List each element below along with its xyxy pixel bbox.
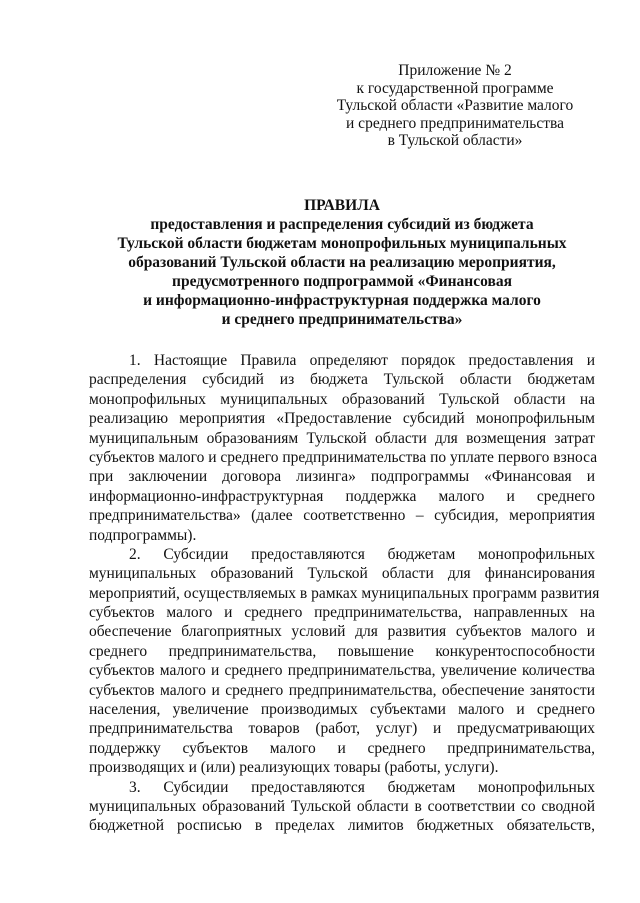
paragraph-line: информационно-инфраструктурная поддержка малого и среднего: [89, 487, 595, 505]
paragraph-line: предпринимательства» (далее соответственно – субсидия, мероприятия: [89, 507, 595, 525]
paragraph-1: [89, 351, 598, 545]
paragraph-line: субъектов малого и среднего предпринимательства, обеспечение занятости: [89, 681, 595, 699]
title-subtitle-line: предоставления и распределения субсидий из бюджета: [150, 216, 534, 233]
title-subtitle-line: Тульской области бюджетам монопрофильных муниципальных: [117, 235, 567, 252]
document-title: [60, 196, 624, 329]
paragraph-line: субъектов малого и среднего предпринимательства, увеличение количества: [89, 662, 595, 680]
title-subtitle-line: образований Тульской области на реализацию мероприятия,: [128, 254, 556, 271]
paragraph-line: реализацию мероприятия «Предоставление субсидий монопрофильным: [89, 410, 595, 428]
paragraph-line: муниципальных образований Тульской области для финансирования: [89, 565, 595, 583]
paragraph-line: обеспечение благоприятных условий для развития субъектов малого и: [89, 623, 595, 641]
paragraph-line: 3. Субсидии предоставляются бюджетам монопрофильных: [129, 778, 595, 796]
paragraph-line: поддержку субъектов малого и среднего предпринимательства,: [89, 739, 595, 757]
paragraph-line: производящих и (или) реализующих товары (работы, услуги).: [89, 759, 499, 777]
paragraph-line: населения, увеличение производимых субъектами малого и среднего: [89, 701, 595, 719]
paragraph-line: субъектов малого и среднего предпринимательства, направленных на: [89, 604, 595, 622]
paragraph-2: [89, 545, 600, 778]
paragraph-line: муниципальных образований Тульской области в соответствии со сводной: [89, 797, 595, 815]
title-subtitle-line: предусмотренного подпрограммой «Финансовая: [172, 273, 512, 290]
annex-line: и среднего предпринимательства: [346, 114, 564, 132]
paragraph-line: среднего предпринимательства, повышение конкурентоспособности: [89, 642, 595, 660]
paragraph-line: 1. Настоящие Правила определяют порядок предоставления и: [129, 352, 595, 369]
document-body: [89, 351, 600, 836]
paragraph-line: монопрофильных муниципальных образований Тульской области на: [89, 390, 595, 408]
paragraph-line: муниципальным образованиям Тульской области для возмещения затрат: [89, 429, 595, 447]
annex-line: Тульской области «Развитие малого: [336, 97, 574, 114]
paragraph-line: подпрограммы).: [89, 526, 197, 544]
title-subtitle-line: и информационно-инфраструктурная поддержка малого: [143, 292, 541, 309]
annex-line: к государственной программе: [356, 79, 554, 97]
paragraph-line: 2. Субсидии предоставляются бюджетам монопрофильных: [129, 545, 595, 563]
paragraph-line: субъектов малого и среднего предпринимательства по уплате первого взноса: [89, 448, 598, 466]
paragraph-line: распределения субсидий из бюджета Тульской области бюджетам: [89, 371, 595, 389]
paragraph-line: мероприятий, осуществляемых в рамках муниципальных программ развития: [89, 584, 600, 602]
annex-line: Приложение № 2: [398, 62, 512, 79]
title-subtitle-line: и среднего предпринимательства»: [221, 311, 463, 328]
paragraph-line: предпринимательства товаров (работ, услуг) и предусматривающих: [89, 720, 595, 738]
paragraph-line: бюджетной росписью в пределах лимитов бюджетных обязательств,: [89, 817, 595, 835]
title-heading: ПРАВИЛА: [304, 197, 380, 214]
annex-line: в Тульской области»: [387, 132, 523, 149]
paragraph-line: при заключении договора лизинга» подпрограммы «Финансовая и: [89, 468, 595, 486]
annex-note: [330, 62, 580, 150]
paragraph-3: [89, 778, 595, 836]
